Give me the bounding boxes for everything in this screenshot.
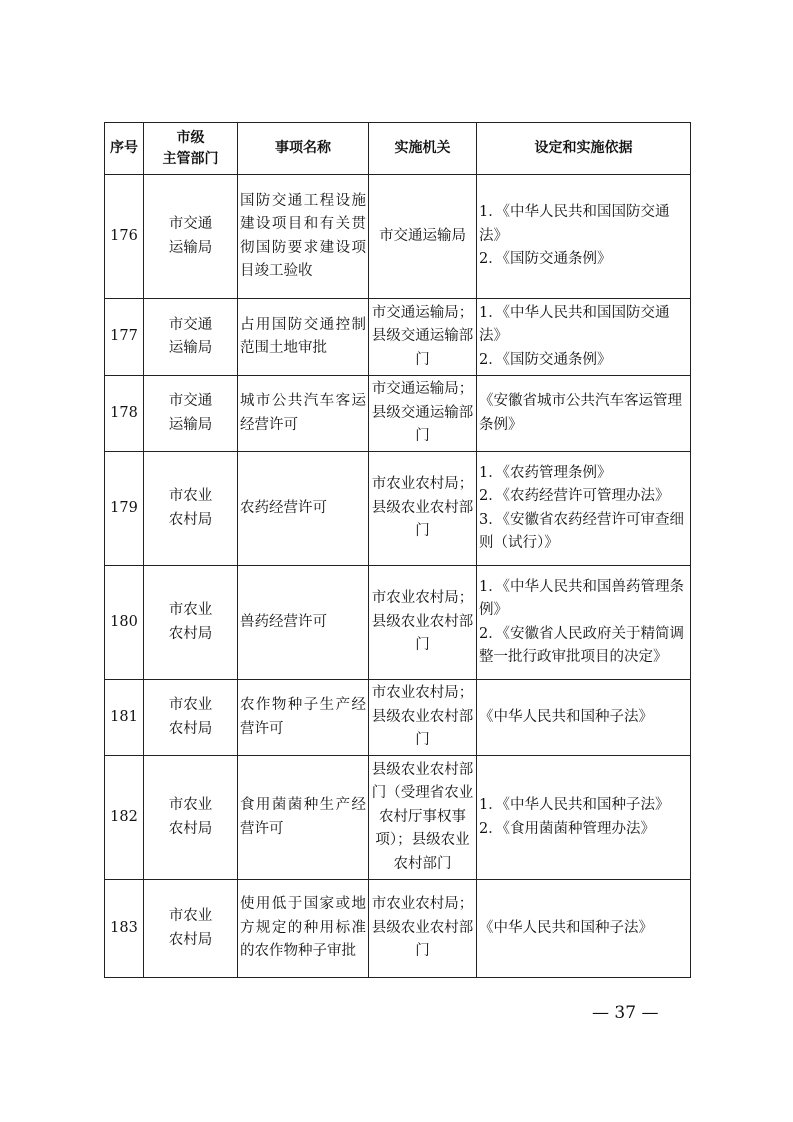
row-seq-cell: 182	[105, 756, 144, 880]
row-dept-cell: 市农业 农村局	[144, 880, 238, 978]
row-seq-cell: 178	[105, 376, 144, 452]
row-item-cell: 食用菌菌种生产经营许可	[238, 756, 369, 880]
basis-line: 3．《安徽省农药经营许可审查细则（试行）》	[479, 511, 684, 551]
header-dept-line1: 市级	[176, 129, 205, 146]
table-row	[105, 680, 691, 756]
approval-items-table	[104, 122, 691, 978]
table-header-row	[105, 123, 691, 175]
row-org-cell: 县级农业农村部门（受理省农业农村厅事权事项）；县级农业农村部门	[369, 756, 477, 880]
basis-line: 2．《国防交通条例》	[479, 351, 612, 368]
page-number: — 37 —	[592, 1003, 659, 1023]
row-dept-cell: 市农业 农村局	[144, 680, 238, 756]
row-seq-cell: 176	[105, 175, 144, 299]
table-row	[105, 376, 691, 452]
row-dept-cell: 市农业 农村局	[144, 756, 238, 880]
basis-line: 《中华人民共和国种子法》	[479, 919, 653, 936]
basis-line: 1．《中华人民共和国国防交通法》	[479, 204, 670, 244]
row-seq-cell: 181	[105, 680, 144, 756]
table-row	[105, 175, 691, 299]
row-seq-cell: 183	[105, 880, 144, 978]
row-basis-cell	[477, 680, 691, 756]
table-row	[105, 452, 691, 566]
basis-line: 1．《农药管理条例》	[479, 464, 612, 481]
header-seq: 序号	[105, 123, 144, 175]
row-basis-cell	[477, 299, 691, 376]
header-item: 事项名称	[238, 123, 369, 175]
table-row	[105, 566, 691, 680]
row-basis-cell	[477, 175, 691, 299]
header-org: 实施机关	[369, 123, 477, 175]
row-item-cell: 城市公共汽车客运经营许可	[238, 376, 369, 452]
row-basis-cell	[477, 756, 691, 880]
row-basis-cell	[477, 452, 691, 566]
row-org-cell: 市交通运输局	[369, 175, 477, 299]
row-dept-cell: 市农业 农村局	[144, 452, 238, 566]
row-org-cell: 市农业农村局；县级农业农村部门	[369, 880, 477, 978]
row-org-cell: 市农业农村局；县级农业农村部门	[369, 566, 477, 680]
row-item-cell: 使用低于国家或地方规定的种用标准的农作物种子审批	[238, 880, 369, 978]
row-item-cell: 国防交通工程设施建设项目和有关贯彻国防要求建设项目竣工验收	[238, 175, 369, 299]
table-row	[105, 756, 691, 880]
row-dept-cell: 市交通 运输局	[144, 376, 238, 452]
table-row	[105, 880, 691, 978]
table-row	[105, 299, 691, 376]
row-dept-cell: 市农业 农村局	[144, 566, 238, 680]
row-org-cell: 市交通运输局；县级交通运输部门	[369, 299, 477, 376]
row-item-cell: 兽药经营许可	[238, 566, 369, 680]
row-dept-cell: 市交通 运输局	[144, 299, 238, 376]
row-org-cell: 市交通运输局；县级交通运输部门	[369, 376, 477, 452]
row-basis-cell	[477, 376, 691, 452]
row-seq-cell: 180	[105, 566, 144, 680]
header-basis: 设定和实施依据	[477, 123, 691, 175]
basis-line: 《中华人民共和国种子法》	[479, 708, 653, 725]
row-item-cell: 占用国防交通控制范围土地审批	[238, 299, 369, 376]
header-dept	[144, 123, 238, 175]
basis-line: 2．《安徽省人民政府关于精简调整一批行政审批项目的决定》	[479, 625, 684, 665]
row-basis-cell	[477, 566, 691, 680]
row-org-cell: 市农业农村局；县级农业农村部门	[369, 452, 477, 566]
row-item-cell: 农作物种子生产经营许可	[238, 680, 369, 756]
basis-line: 2．《农药经营许可管理办法》	[479, 488, 670, 504]
row-dept-cell: 市交通 运输局	[144, 175, 238, 299]
basis-line: 1．《中华人民共和国国防交通法》	[479, 304, 670, 345]
row-seq-cell: 177	[105, 299, 144, 376]
header-dept-line2: 主管部门	[162, 150, 219, 167]
row-org-cell: 市农业农村局；县级农业农村部门	[369, 680, 477, 756]
row-seq-cell: 179	[105, 452, 144, 566]
basis-line: 2．《国防交通条例》	[479, 251, 612, 268]
basis-line: 2．《食用菌菌种管理办法》	[479, 820, 655, 837]
basis-line: 1．《中华人民共和国种子法》	[479, 797, 670, 813]
row-basis-cell	[477, 880, 691, 978]
row-item-cell: 农药经营许可	[238, 452, 369, 566]
basis-line: 《安徽省城市公共汽车客运管理条例》	[479, 393, 682, 433]
basis-line: 1．《中华人民共和国兽药管理条例》	[479, 578, 684, 618]
